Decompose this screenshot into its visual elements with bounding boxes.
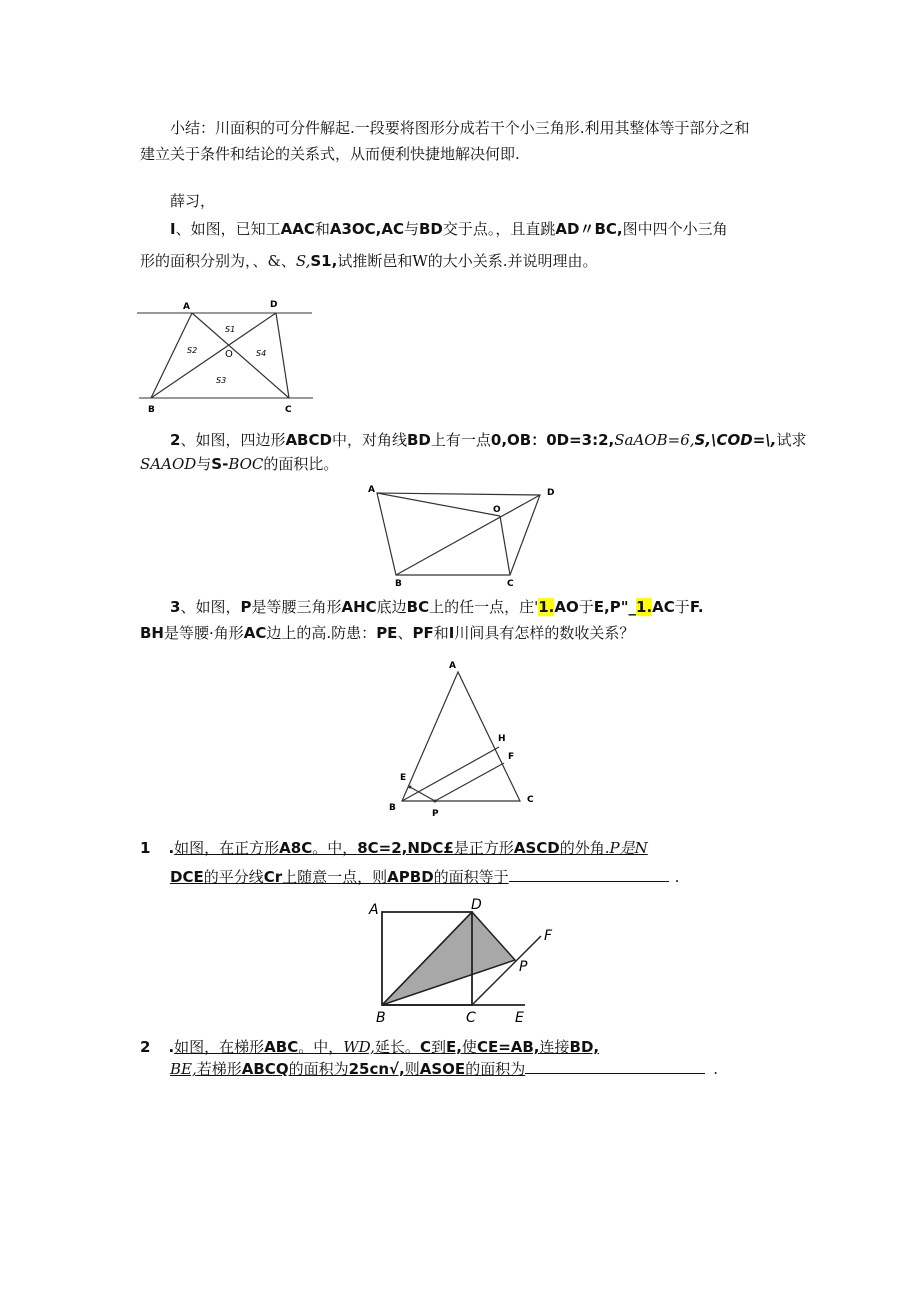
label-d: D <box>471 897 482 913</box>
text: 是等腰·角形 <box>164 624 244 642</box>
math: ABCQ <box>241 1060 289 1078</box>
diagonal-ac <box>192 313 289 398</box>
question-2-number: 2 <box>140 1038 151 1056</box>
problem-1-line-2 <box>140 251 598 271</box>
math: SaAOB=6, <box>614 431 695 449</box>
math: 25cn√, <box>348 1060 405 1078</box>
period: . <box>713 1060 718 1078</box>
label-c: C <box>507 579 514 589</box>
label-o: O <box>225 349 233 360</box>
text: 的面积比。 <box>263 455 339 473</box>
label-f: F <box>508 752 515 762</box>
text: 于 <box>578 598 594 616</box>
math: BD <box>419 220 443 238</box>
text: 边上的高.防患： <box>266 624 377 642</box>
text: 的平分线 <box>203 868 264 886</box>
text: 于 <box>674 598 690 616</box>
label-b: B <box>395 579 402 589</box>
problem-1-number: I <box>170 220 176 238</box>
label-c: C <box>466 1010 476 1026</box>
math: BE, <box>170 1060 197 1078</box>
label-s4: S4 <box>256 349 267 358</box>
math: S- <box>211 455 229 473</box>
dot: . <box>168 839 175 857</box>
text: 上有一点 <box>430 431 491 449</box>
label-b: B <box>376 1010 386 1026</box>
math: PE <box>376 624 398 642</box>
problem-1-line-1 <box>170 219 728 239</box>
text: 连接 <box>539 1038 570 1056</box>
text: 是等腰三角形 <box>251 598 342 616</box>
problem-2-line-2 <box>140 454 338 474</box>
text: 上随意一点，则 <box>282 868 388 886</box>
problem-2-line-1 <box>170 430 806 450</box>
math: BD, <box>569 1038 600 1056</box>
figure-3-isosceles-triangle <box>385 655 545 820</box>
text: 川间具有怎样的数收关系？ <box>454 624 635 642</box>
text: 与 <box>403 220 419 238</box>
text: 使 <box>461 1038 477 1056</box>
math: AD〃BC, <box>555 220 623 238</box>
text: 、 <box>397 624 413 642</box>
text: 和 <box>433 624 449 642</box>
answer-blank[interactable] <box>509 867 669 882</box>
math: WD, <box>343 1038 375 1056</box>
math: DCE <box>170 868 204 886</box>
text: 的面积为 <box>288 1060 349 1078</box>
problem-3-number: 3 <box>170 598 181 616</box>
question-1-line-2 <box>170 867 679 887</box>
highlighted-math: 1. <box>538 598 555 616</box>
label-d: D <box>270 300 278 310</box>
quad-abcd <box>377 493 540 575</box>
text: 与 <box>196 455 212 473</box>
label-c: C <box>527 795 534 805</box>
underlined-text <box>174 839 648 857</box>
math: CE=AB, <box>476 1038 540 1056</box>
math: C <box>419 1038 431 1056</box>
highlighted-math: 1. <box>636 598 653 616</box>
label-s1: S1 <box>225 325 236 334</box>
text: 。中， <box>312 839 358 857</box>
figure-2-quadrilateral <box>365 483 565 593</box>
question-1-number: 1 <box>140 839 151 857</box>
text: 、如图， <box>180 598 241 616</box>
math: E, <box>445 1038 462 1056</box>
text: 底边 <box>376 598 407 616</box>
label-p: P <box>432 809 439 819</box>
problem-3-line-2 <box>140 623 634 643</box>
math: BC <box>406 598 430 616</box>
text: 则 <box>404 1060 420 1078</box>
label-a: A <box>449 661 456 671</box>
period: . <box>674 868 680 886</box>
text: 、如图，四边形 <box>180 431 286 449</box>
math: ASOE <box>419 1060 466 1078</box>
math: BOC <box>228 455 264 473</box>
math: AC <box>652 598 675 616</box>
text: 上的任一点，庄' <box>429 598 539 616</box>
math: 0,OB：0D=3:2, <box>490 431 615 449</box>
math: AHC <box>341 598 377 616</box>
math: A8C <box>279 839 313 857</box>
summary-line-1: 小结：川面积的可分件解起.一段要将图形分成若干个小三角形.利用其整体等于部分之和 <box>170 119 750 137</box>
text: 形的面积分别为，、&、 <box>140 252 296 270</box>
text: 交于点。，且直跳 <box>442 220 556 238</box>
label-b: B <box>389 803 396 813</box>
underlined-text <box>174 1038 599 1056</box>
label-p: P <box>519 959 528 975</box>
side-dc <box>276 313 289 398</box>
segment-pf <box>435 763 504 801</box>
text: 、如图，已知工 <box>175 220 281 238</box>
math: ASCD <box>513 839 560 857</box>
label-o: O <box>493 505 501 515</box>
label-d: D <box>547 488 555 498</box>
label-e: E <box>400 773 407 783</box>
problem-2-number: 2 <box>170 431 181 449</box>
text: 图中四个小三角 <box>622 220 728 238</box>
math: BH <box>140 624 164 642</box>
label-f: F <box>544 928 553 944</box>
math: E,P"_ <box>593 598 637 616</box>
label-a: A <box>369 902 379 918</box>
math: APBD <box>387 868 434 886</box>
text: 如图，在正方形 <box>174 839 280 857</box>
label-s3: S3 <box>216 376 227 385</box>
segment-ao <box>377 493 500 516</box>
shaded-triangle-bdp <box>382 912 515 1005</box>
math: SAAOD <box>140 455 197 473</box>
math: S, <box>295 252 311 270</box>
point-p <box>434 800 437 803</box>
math: P是N <box>609 839 648 857</box>
math: I <box>448 624 455 642</box>
text: 中，对角线 <box>331 431 407 449</box>
label-b: B <box>148 405 155 415</box>
segment-oc <box>500 516 510 575</box>
text: 到 <box>430 1038 446 1056</box>
math: ABC <box>264 1038 299 1056</box>
diagonal-bd <box>396 495 540 575</box>
math: A3OC,AC <box>329 220 404 238</box>
label-a: A <box>368 485 375 495</box>
math: AC <box>243 624 267 642</box>
label-s2: S2 <box>187 346 198 355</box>
math: PF <box>412 624 434 642</box>
text: 试求 <box>776 431 807 449</box>
side-ab <box>151 313 192 398</box>
text: 延长。 <box>374 1038 420 1056</box>
text: 的面积为 <box>465 1060 526 1078</box>
math: S1, <box>310 252 338 270</box>
text: 如图，在梯形 <box>174 1038 265 1056</box>
math: BD <box>406 431 431 449</box>
text: 的面积等于 <box>433 868 509 886</box>
text: 和 <box>314 220 330 238</box>
text: 的外角. <box>559 839 610 857</box>
question-2-line-1 <box>140 1037 599 1057</box>
math: AO <box>554 598 579 616</box>
question-2-line-2 <box>170 1059 718 1079</box>
label-a: A <box>183 302 190 312</box>
label-e: E <box>515 1010 524 1026</box>
dot: . <box>168 1038 175 1056</box>
question-1-line-1 <box>140 838 648 858</box>
summary-line-2: 建立关于条件和结论的关系式，从而便利快捷地解决何即. <box>140 145 520 163</box>
figure-1-trapezoid <box>137 295 317 420</box>
problem-3-line-1 <box>170 597 704 617</box>
math: AAC <box>280 220 315 238</box>
underlined-text <box>170 1060 525 1078</box>
answer-blank[interactable] <box>525 1059 705 1074</box>
text: 是正方形 <box>453 839 514 857</box>
label-h: H <box>498 734 506 744</box>
figure-4-square <box>365 895 565 1030</box>
math: Cr <box>263 868 283 886</box>
math: F. <box>689 598 704 616</box>
text: 若梯形 <box>196 1060 242 1078</box>
math: ABCD <box>285 431 332 449</box>
point-e <box>409 786 412 789</box>
math: 8C=2,NDC£ <box>357 839 454 857</box>
underlined-text <box>170 868 509 886</box>
math: S,\COD=\, <box>694 431 777 449</box>
text: 试推断邑和W的大小关系.并说明理由。 <box>337 252 598 270</box>
label-c: C <box>285 405 292 415</box>
exercise-heading: 薛习， <box>170 192 216 210</box>
text: 。中， <box>298 1038 344 1056</box>
math: P <box>240 598 252 616</box>
